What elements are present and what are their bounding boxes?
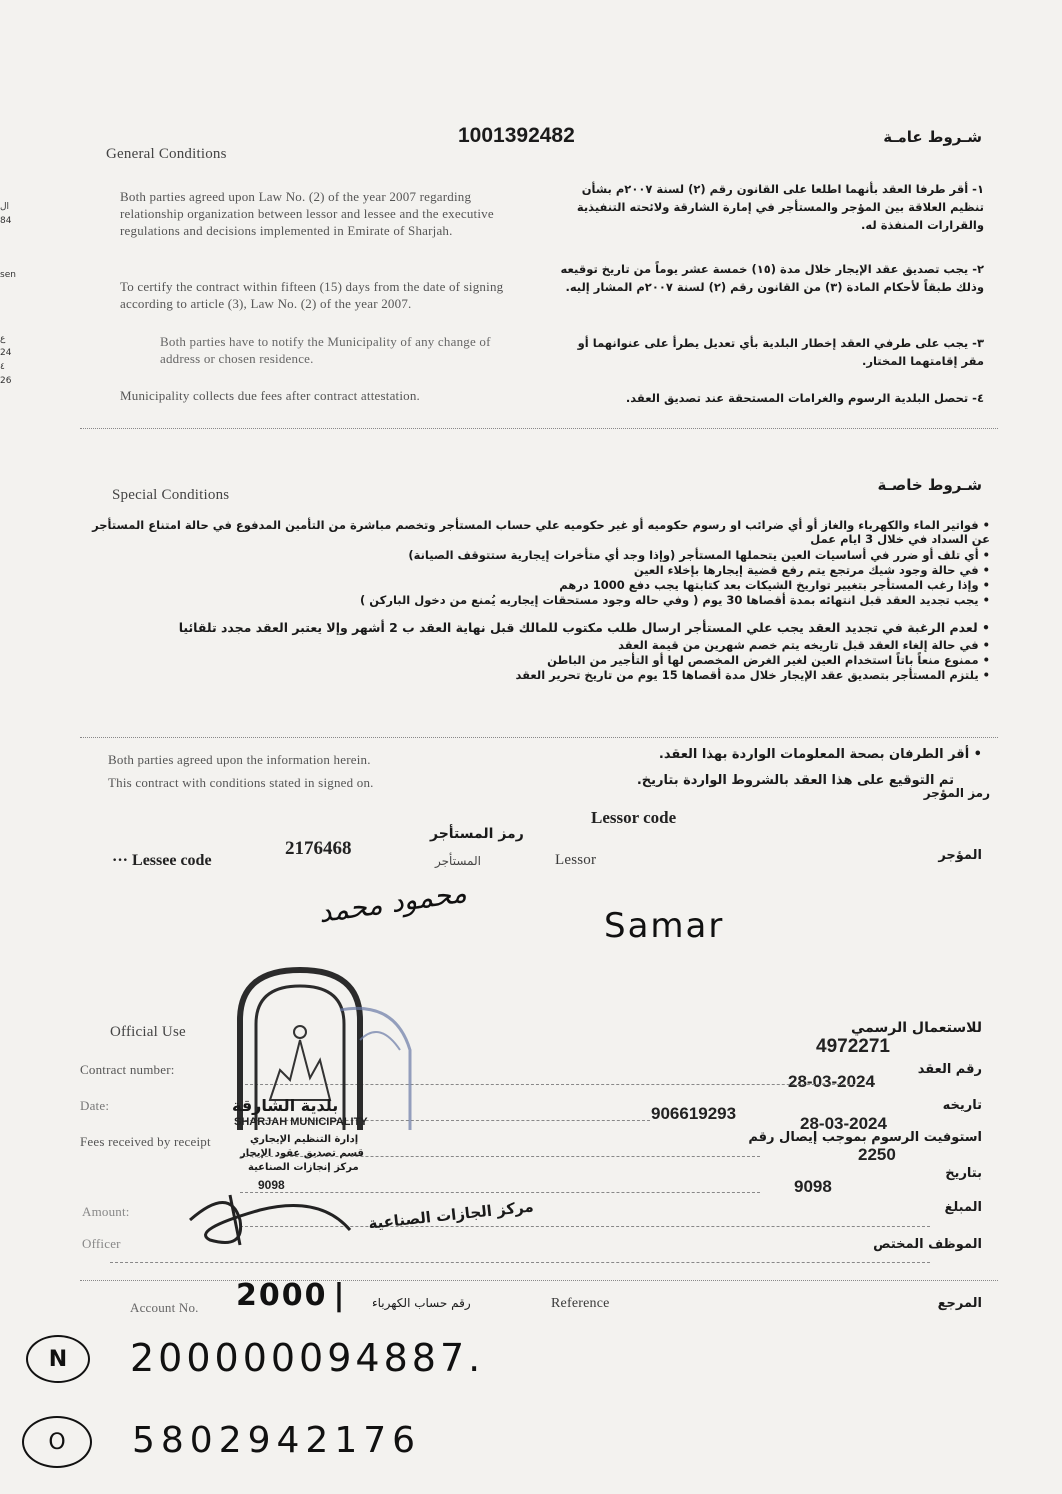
general-condition-ar-2: ٢- يجب تصديق عقد الإيجار خلال مدة (١٥) خمسة عشر يوماً من تاريخ توقيعه وذلك طبقاً لأحكام المادة (٣) من القانون رقم (٢) لسنة ٢٠٠٧م المشار إليه. xyxy=(560,262,984,294)
o-mark-text: O xyxy=(48,1429,66,1455)
official-use-title-en: Official Use xyxy=(110,1024,186,1040)
stamp-dept-ar: إدارة التنظيم الإيجاري xyxy=(250,1134,359,1145)
special-condition: • في حالة إلغاء العقد قبل تاريخه يتم خصم شهرين من قيمة العقد xyxy=(618,638,990,652)
special-condition: • ممنوع منعاً باتاً استخدام العين لغير الغرض المخصص لها أو التأجير من الباطن xyxy=(547,653,990,667)
stamp-center-ar: مركز إنجازات الصناعية xyxy=(248,1162,359,1173)
contract-number-label-en: Contract number: xyxy=(80,1062,175,1077)
special-condition: • يجب تجديد العقد قبل انتهائه بمدة أقصاها 30 يوم ( وفي حاله وجود مستحقات إيجاريه يُمنع من دخول الباركن ) xyxy=(360,593,990,607)
divider xyxy=(80,1280,998,1281)
general-condition-ar-3: ٣- يجب على طرفي العقد إخطار البلدية بأي تعديل يطرأ على عنوانهما أو مقر إقامتهما المختار. xyxy=(577,336,984,368)
handwritten-o-number: 5802942176 xyxy=(132,1420,422,1461)
general-conditions-title-en: General Conditions xyxy=(106,146,227,162)
general-condition-ar-4: ٤- تحصل البلدية الرسوم والغرامات المستحقة عند تصديق العقد. xyxy=(625,391,984,405)
lessor-code-label-ar: رمز المؤجر xyxy=(923,786,990,800)
stamp-name-ar: بلدية الشارقة xyxy=(232,1096,339,1115)
contract-number-label-ar: رقم العقد xyxy=(917,1062,982,1077)
on-date-label-ar: بتاريخ xyxy=(945,1166,982,1181)
general-condition-en-4: Municipality collects due fees after contract attestation. xyxy=(120,388,421,403)
contract-number-value: 4972271 xyxy=(816,1036,890,1057)
special-condition: • يلتزم المستأجر بتصديق عقد الإيجار خلال مدة أقصاها 15 يوم من تاريخ تحرير العقد xyxy=(515,668,990,682)
account-label-en: Account No. xyxy=(130,1300,199,1315)
amount-label-en: Amount: xyxy=(82,1204,130,1219)
general-condition-en-1: Both parties agreed upon Law No. (2) of the year 2007 regarding relationship organization between lessor and lessee and the executive regulations and decisions implemented in Emirate of Sharjah. xyxy=(120,189,494,238)
amount-value: 2250 xyxy=(858,1145,896,1164)
officer-label-ar: الموظف المختص xyxy=(873,1237,982,1252)
special-condition: • وإذا رغب المستأجر بتغيير تواريخ الشيكات بعد كتابتها يجب دفع 1000 درهم xyxy=(559,578,990,592)
amount-label-ar: المبلغ xyxy=(944,1200,982,1215)
reference-label-ar: المرجع xyxy=(937,1296,982,1311)
handwritten-n-marker xyxy=(26,1335,90,1383)
special-condition: • فواتير الماء والكهرباء والغاز أو أي ضرائب او رسوم حكوميه أو غير حكوميه علي حساب المستأجر وتخصم مباشرة من التأمين المدفوع في حالة امتناع المستأجر عن السداد في خلال 3 ايام عمل xyxy=(92,518,990,546)
officer-signature xyxy=(170,1180,370,1264)
n-mark-text: N xyxy=(48,1346,68,1372)
date-label-en: Date: xyxy=(80,1098,110,1113)
handwritten-o-marker xyxy=(22,1416,92,1468)
lessee-signature: محمود محمد xyxy=(316,875,469,930)
lessor-code-label: Lessor code xyxy=(591,808,677,827)
general-conditions-title-ar: شـروط عامـة xyxy=(883,128,982,146)
officer-label-en: Officer xyxy=(82,1236,121,1251)
stamp-center-code: 9098 xyxy=(258,1178,285,1192)
account-value: 2000 | xyxy=(236,1278,347,1313)
special-condition: • أي تلف أو ضرر في أساسيات العين يتحملها المستأجر (وإذا وجد أي متأخرات إيجارية ستتوقف الصيانة) xyxy=(408,548,990,562)
general-condition-ar-1: ١- أقر طرفا العقد بأنهما اطلعا على القانون رقم (٢) لسنة ٢٠٠٧م بشأن تنظيم العلاقة بين المؤجر والمستأجر في إمارة الشارقة ولائحته التنفيذية والقرارات المنفذة له. xyxy=(576,182,984,232)
agreement-ar-2: تم التوقيع على هذا العقد بالشروط الواردة بتاريخ. xyxy=(636,773,954,788)
lessor-signature: Samar xyxy=(604,906,725,946)
account-label-ar: رقم حساب الكهرباء xyxy=(372,1296,471,1310)
stamp-center-name-ar: مركز الجازات الصناعية xyxy=(367,1197,535,1233)
lessee-code-value: 2176468 xyxy=(285,838,352,859)
special-conditions-title-en: Special Conditions xyxy=(112,487,230,503)
receipt-date-value: 28-03-2024 xyxy=(800,1114,887,1133)
reference-label-en: Reference xyxy=(551,1296,610,1311)
general-condition-en-2: To certify the contract within fifteen (15) days from the date of signing according to article (3), Law No. (2) of the year 2007. xyxy=(120,279,504,311)
lessee-code-label-ar: رمز المستأجر xyxy=(430,826,524,842)
handwritten-n-number: 200000094887. xyxy=(130,1336,485,1380)
receipt-number-value: 906619293 xyxy=(651,1104,737,1123)
official-use-title-ar: للاستعمال الرسمي xyxy=(850,1020,982,1036)
divider xyxy=(80,428,998,429)
contract-date-value: 28-03-2024 xyxy=(788,1072,875,1091)
left-edge-fragments: ال 84 sen ع 24 ٤ 26 xyxy=(0,202,16,386)
special-conditions-title-ar: شـروط خاصـة xyxy=(877,476,982,494)
amount-code-value: 9098 xyxy=(794,1177,832,1196)
lessee-code-label: ··· Lessee code xyxy=(112,852,212,869)
agreement-en-1: Both parties agreed upon the information herein. xyxy=(108,752,371,767)
special-conditions-list xyxy=(90,518,990,683)
lessee-label-ar: المستأجر xyxy=(435,854,481,868)
general-condition-en-3: Both parties have to notify the Municipality of any change of address or chosen residence. xyxy=(160,334,491,366)
stamp-name-en: SHARJAH MUNICIPALITY xyxy=(234,1116,368,1128)
lessor-label-ar: المؤجر xyxy=(938,848,982,863)
fees-label-en: Fees received by receipt xyxy=(80,1134,211,1149)
date-label-ar: تاريخه xyxy=(942,1098,982,1113)
special-condition: • لعدم الرغبة في تجديد العقد يجب علي المستأجر ارسال طلب مكتوب للمالك قبل نهاية العقد ب 2 أشهر وإلا يعتبر العقد مجدد تلقائيا xyxy=(178,620,990,635)
divider xyxy=(80,737,998,738)
special-condition: • في حالة وجود شيك مرتجع يتم رفع قضية إيجارها بإخلاء العين xyxy=(633,563,990,577)
lessor-label-en: Lessor xyxy=(555,852,597,868)
stamp-section-ar: قسم تصديق عقود الإيجار xyxy=(240,1148,364,1159)
agreement-en-2: This contract with conditions stated in signed on. xyxy=(108,775,374,790)
fees-label-ar: استوفيت الرسوم بموجب إيصال رقم xyxy=(748,1130,982,1145)
contract-reference-number: 1001392482 xyxy=(458,124,575,147)
agreement-ar-1: • أقر الطرفان بصحة المعلومات الواردة بهذا العقد. xyxy=(658,747,982,762)
